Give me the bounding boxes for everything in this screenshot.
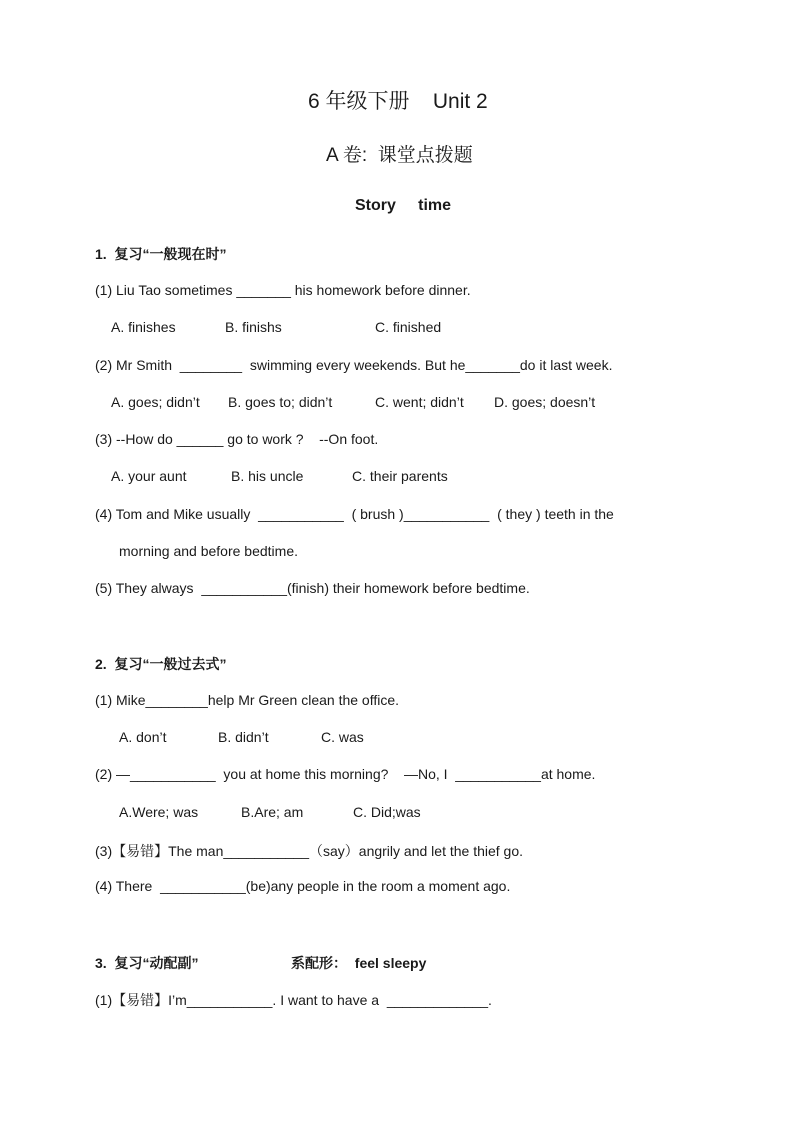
option-b: B. his uncle	[231, 468, 304, 484]
option-c: C. was	[321, 729, 364, 745]
section-1-title: 1. 复习“一般现在时”	[95, 246, 227, 262]
page-title: 6 年级下册 Unit 2	[308, 90, 488, 113]
question-2-2: (2) —___________ you at home this morning? —No, I ___________at home.	[95, 766, 596, 782]
question-1-2: (2) Mr Smith ________ swimming every weekends. But he_______do it last week.	[95, 357, 613, 373]
option-c: C. Did;was	[353, 804, 421, 820]
question-2-1: (1) Mike________help Mr Green clean the office.	[95, 692, 400, 708]
option-d: D. goes; doesn’t	[494, 394, 596, 410]
option-a: A. your aunt	[111, 468, 187, 484]
option-b: B. goes to; didn’t	[228, 394, 333, 410]
option-a: A. finishes	[111, 319, 176, 335]
question-1-4-continued: morning and before bedtime.	[119, 543, 298, 559]
option-a: A. don’t	[119, 729, 167, 745]
option-b: B. didn’t	[218, 729, 269, 745]
question-1-5: (5) They always ___________(finish) their homework before bedtime.	[95, 580, 530, 596]
question-2-3: (3)【易错】The man___________（say）angrily and let the thief go.	[95, 843, 524, 859]
section-3-title: 3. 复习“动配副”	[95, 955, 199, 971]
question-1-3: (3) --How do ______ go to work ? --On foot.	[95, 431, 379, 447]
question-1-4: (4) Tom and Mike usually ___________ ( brush )___________ ( they ) teeth in the	[95, 506, 614, 522]
question-3-1: (1)【易错】I’m___________. I want to have a _____________.	[95, 992, 492, 1008]
option-a: A. goes; didn’t	[111, 394, 200, 410]
section-3-note: 系配形： feel sleepy	[291, 955, 427, 971]
page-subtitle: A 卷: 课堂点拨题	[326, 145, 473, 166]
option-c: C. went; didn’t	[375, 394, 464, 410]
option-b: B. finishs	[225, 319, 282, 335]
question-2-4: (4) There ___________(be)any people in the room a moment ago.	[95, 878, 511, 894]
option-b: B.Are; am	[241, 804, 304, 820]
question-1-1: (1) Liu Tao sometimes _______ his homework before dinner.	[95, 282, 471, 298]
story-heading: Story time	[355, 197, 452, 214]
option-c: C. their parents	[352, 468, 448, 484]
option-c: C. finished	[375, 319, 442, 335]
section-2-title: 2. 复习“一般过去式”	[95, 656, 227, 672]
option-a: A.Were; was	[119, 804, 199, 820]
